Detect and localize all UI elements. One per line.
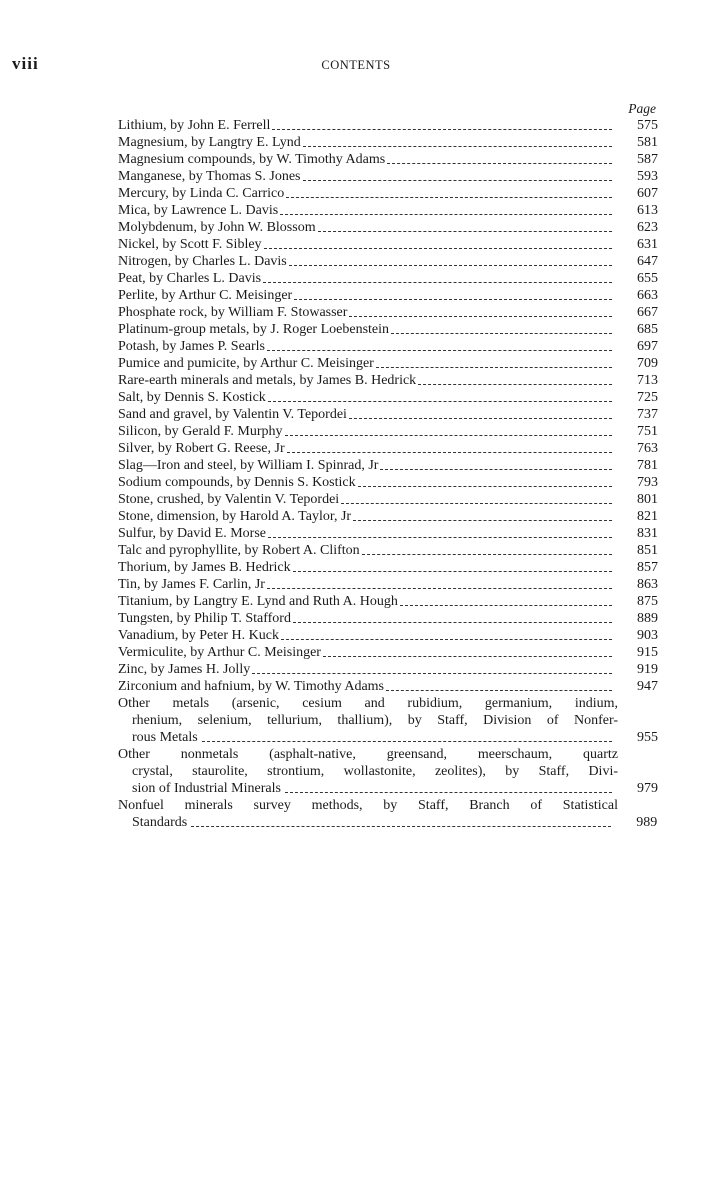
toc-entry-line: rhenium, selenium, tellurium, thallium), by Staff, Division of Nonfer- <box>132 713 618 728</box>
toc-entry-title: Titanium, by Langtry E. Lynd and Ruth A. Hough <box>118 594 398 609</box>
toc-entry-page: 793 <box>637 475 658 490</box>
toc-entry-page: 581 <box>637 135 658 150</box>
toc-entry-title: Phosphate rock, by William F. Stowasser <box>118 305 348 320</box>
toc-entry-page: 613 <box>637 203 658 218</box>
toc-entry-page: 667 <box>637 305 658 320</box>
toc-entry-page: 713 <box>637 373 658 388</box>
toc-entry-last-line <box>118 780 658 797</box>
dot-leader <box>285 434 612 436</box>
toc-entry-last-line <box>118 814 658 831</box>
toc-entry-page: 709 <box>637 356 658 371</box>
toc-entry-page: 851 <box>637 543 658 558</box>
toc-entry-title: Vanadium, by Peter H. Kuck <box>118 628 279 643</box>
toc-entry <box>118 117 658 134</box>
dot-leader <box>263 281 612 283</box>
toc-entry <box>118 355 658 372</box>
toc-entry-page: 647 <box>637 254 658 269</box>
dot-leader <box>281 638 612 640</box>
dot-leader <box>362 553 612 555</box>
toc-entry-page: 685 <box>637 322 658 337</box>
toc-entry-page: 979 <box>637 781 658 796</box>
dot-leader <box>191 825 611 827</box>
dot-leader <box>349 315 612 317</box>
toc-entry <box>118 168 658 185</box>
dot-leader <box>286 196 612 198</box>
toc-entry <box>118 304 658 321</box>
toc-entry <box>118 525 658 542</box>
toc-entry-title: Zirconium and hafnium, by W. Timothy Adams <box>118 679 385 694</box>
dot-leader <box>323 655 612 657</box>
toc-entry-title: Pumice and pumicite, by Arthur C. Meisinger <box>118 356 374 371</box>
toc-entry <box>118 185 658 202</box>
toc-entry-page: 955 <box>637 730 658 745</box>
dot-leader <box>293 621 612 623</box>
toc-entry-page: 781 <box>637 458 658 473</box>
toc-entry-title: Silicon, by Gerald F. Murphy <box>118 424 283 439</box>
toc-entry <box>118 236 658 253</box>
dot-leader <box>303 179 613 181</box>
toc-entry-page: 697 <box>637 339 658 354</box>
dot-leader <box>294 298 612 300</box>
toc-entry <box>118 253 658 270</box>
toc-entry-page: 763 <box>637 441 658 456</box>
toc-entry-title: Slag—Iron and steel, by William I. Spinrad, Jr <box>118 458 379 473</box>
dot-leader <box>287 451 612 453</box>
toc-entry-title: Platinum-group metals, by J. Roger Loebenstein <box>118 322 390 337</box>
toc-entry-page: 831 <box>637 526 658 541</box>
toc-entry-page: 947 <box>637 679 658 694</box>
toc-entry <box>118 474 658 491</box>
toc-entry <box>118 389 658 406</box>
toc-entry-title: Perlite, by Arthur C. Meisinger <box>118 288 293 303</box>
toc-entry-title: Stone, dimension, by Harold A. Taylor, Jr <box>118 509 352 524</box>
toc-entry-page: 919 <box>637 662 658 677</box>
toc-entry-page: 863 <box>637 577 658 592</box>
toc-entry <box>118 440 658 457</box>
dot-leader <box>353 519 612 521</box>
dot-leader <box>386 689 612 691</box>
toc-entry <box>118 576 658 593</box>
toc-entry-line: Other nonmetals (asphalt-native, greensand, meerschaum, quartz <box>118 747 618 762</box>
toc-entry-page: 857 <box>637 560 658 575</box>
dot-leader <box>303 145 612 147</box>
toc-entry-page: 875 <box>637 594 658 609</box>
toc-entry-title: Tungsten, by Philip T. Stafford <box>118 611 291 626</box>
toc-entry-page: 587 <box>637 152 658 167</box>
dot-leader <box>418 383 612 385</box>
toc-entry-title: Potash, by James P. Searls <box>118 339 265 354</box>
toc-entry <box>118 338 658 355</box>
toc-entry <box>118 593 658 610</box>
toc-entry-page: 575 <box>637 118 658 133</box>
toc-entry <box>118 491 658 508</box>
toc-entry <box>118 321 658 338</box>
dot-leader <box>341 502 612 504</box>
dot-leader <box>280 213 612 215</box>
toc-entry-page: 607 <box>637 186 658 201</box>
toc-entry <box>118 457 658 474</box>
toc-entry-line: sion of Industrial Minerals <box>132 781 281 796</box>
toc-entry-title: Zinc, by James H. Jolly <box>118 662 251 677</box>
page-column-label: Page <box>628 101 656 116</box>
toc-entry-title: Manganese, by Thomas S. Jones <box>118 169 301 184</box>
dot-leader <box>267 349 612 351</box>
toc-entry <box>118 134 658 151</box>
toc-entry-page: 593 <box>637 169 658 184</box>
toc-entry-multiline <box>118 746 658 797</box>
toc-entry-multiline <box>118 797 658 831</box>
toc-entry-title: Sodium compounds, by Dennis S. Kostick <box>118 475 356 490</box>
toc-entry-line: Other metals (arsenic, cesium and rubidium, germanium, indium, <box>118 696 618 711</box>
toc-entry-page: 663 <box>637 288 658 303</box>
dot-leader <box>268 400 612 402</box>
toc-entry <box>118 661 658 678</box>
toc-entry-title: Lithium, by John E. Ferrell <box>118 118 271 133</box>
toc-entry-page: 801 <box>637 492 658 507</box>
toc-entry-title: Peat, by Charles L. Davis <box>118 271 262 286</box>
toc-entry-title: Mercury, by Linda C. Carrico <box>118 186 285 201</box>
dot-leader <box>293 570 612 572</box>
toc-entry-title: Silver, by Robert G. Reese, Jr <box>118 441 285 456</box>
toc-entry-page: 737 <box>637 407 658 422</box>
toc-entry-title: Stone, crushed, by Valentin V. Tepordei <box>118 492 340 507</box>
dot-leader <box>202 740 612 742</box>
toc-entry-title: Talc and pyrophyllite, by Robert A. Clifton <box>118 543 360 558</box>
toc-entry-line: crystal, staurolite, strontium, wollastonite, zeolites), by Staff, Divi- <box>132 764 618 779</box>
toc-entry <box>118 270 658 287</box>
toc-entry-title: Tin, by James F. Carlin, Jr <box>118 577 265 592</box>
dot-leader <box>376 366 612 368</box>
toc-entry <box>118 219 658 236</box>
dot-leader <box>349 417 612 419</box>
toc-entry-title: Nitrogen, by Charles L. Davis <box>118 254 287 269</box>
dot-leader <box>380 468 612 470</box>
dot-leader <box>285 791 612 793</box>
dot-leader <box>358 485 612 487</box>
toc-entry-line: Standards <box>132 815 188 830</box>
toc-entry <box>118 287 658 304</box>
toc-entry-page: 751 <box>637 424 658 439</box>
toc-entry-page: 623 <box>637 220 658 235</box>
toc-entry <box>118 542 658 559</box>
toc-entry-page: 903 <box>637 628 658 643</box>
toc-multi-entries <box>118 695 658 831</box>
dot-leader <box>252 672 612 674</box>
toc-entry-page: 655 <box>637 271 658 286</box>
dot-leader <box>268 536 612 538</box>
toc-entry-title: Molybdenum, by John W. Blossom <box>118 220 316 235</box>
dot-leader <box>267 587 612 589</box>
toc-entry <box>118 508 658 525</box>
table-of-contents <box>118 100 658 831</box>
toc-entry-title: Nickel, by Scott F. Sibley <box>118 237 262 252</box>
toc-entry-page: 725 <box>637 390 658 405</box>
toc-entry-page: 631 <box>637 237 658 252</box>
toc-entry <box>118 372 658 389</box>
toc-entry-page: 889 <box>637 611 658 626</box>
toc-entry-multiline <box>118 695 658 746</box>
toc-entry-title: Vermiculite, by Arthur C. Meisinger <box>118 645 321 660</box>
toc-entry-title: Rare-earth minerals and metals, by James B. Hedrick <box>118 373 417 388</box>
dot-leader <box>272 128 612 130</box>
toc-entry-title: Magnesium, by Langtry E. Lynd <box>118 135 301 150</box>
toc-entry-page: 915 <box>637 645 658 660</box>
dot-leader <box>318 230 612 232</box>
toc-entry <box>118 151 658 168</box>
toc-entry <box>118 644 658 661</box>
toc-entry-title: Thorium, by James B. Hedrick <box>118 560 291 575</box>
toc-entry-title: Magnesium compounds, by W. Timothy Adams <box>118 152 386 167</box>
toc-entry-title: Sand and gravel, by Valentin V. Tepordei <box>118 407 347 422</box>
toc-entry <box>118 406 658 423</box>
toc-entry <box>118 610 658 627</box>
toc-entry-page: 821 <box>637 509 658 524</box>
toc-entries <box>118 117 658 695</box>
toc-entry-title: Sulfur, by David E. Morse <box>118 526 266 541</box>
toc-entry-page: 989 <box>636 815 658 830</box>
page-number: viii <box>12 54 39 73</box>
toc-entry-line: rous Metals <box>132 730 198 745</box>
toc-entry <box>118 423 658 440</box>
toc-entry <box>118 202 658 219</box>
toc-entry <box>118 559 658 576</box>
toc-entry-last-line <box>118 729 658 746</box>
dot-leader <box>400 604 612 606</box>
toc-entry-title: Mica, by Lawrence L. Davis <box>118 203 279 218</box>
toc-entry-line: Nonfuel minerals survey methods, by Staff, Branch of Statistical <box>118 798 618 813</box>
toc-entry <box>118 627 658 644</box>
running-head: CONTENTS <box>321 58 391 72</box>
toc-entry <box>118 678 658 695</box>
dot-leader <box>289 264 612 266</box>
dot-leader <box>264 247 612 249</box>
dot-leader <box>387 162 612 164</box>
dot-leader <box>391 332 612 334</box>
toc-entry-title: Salt, by Dennis S. Kostick <box>118 390 266 405</box>
